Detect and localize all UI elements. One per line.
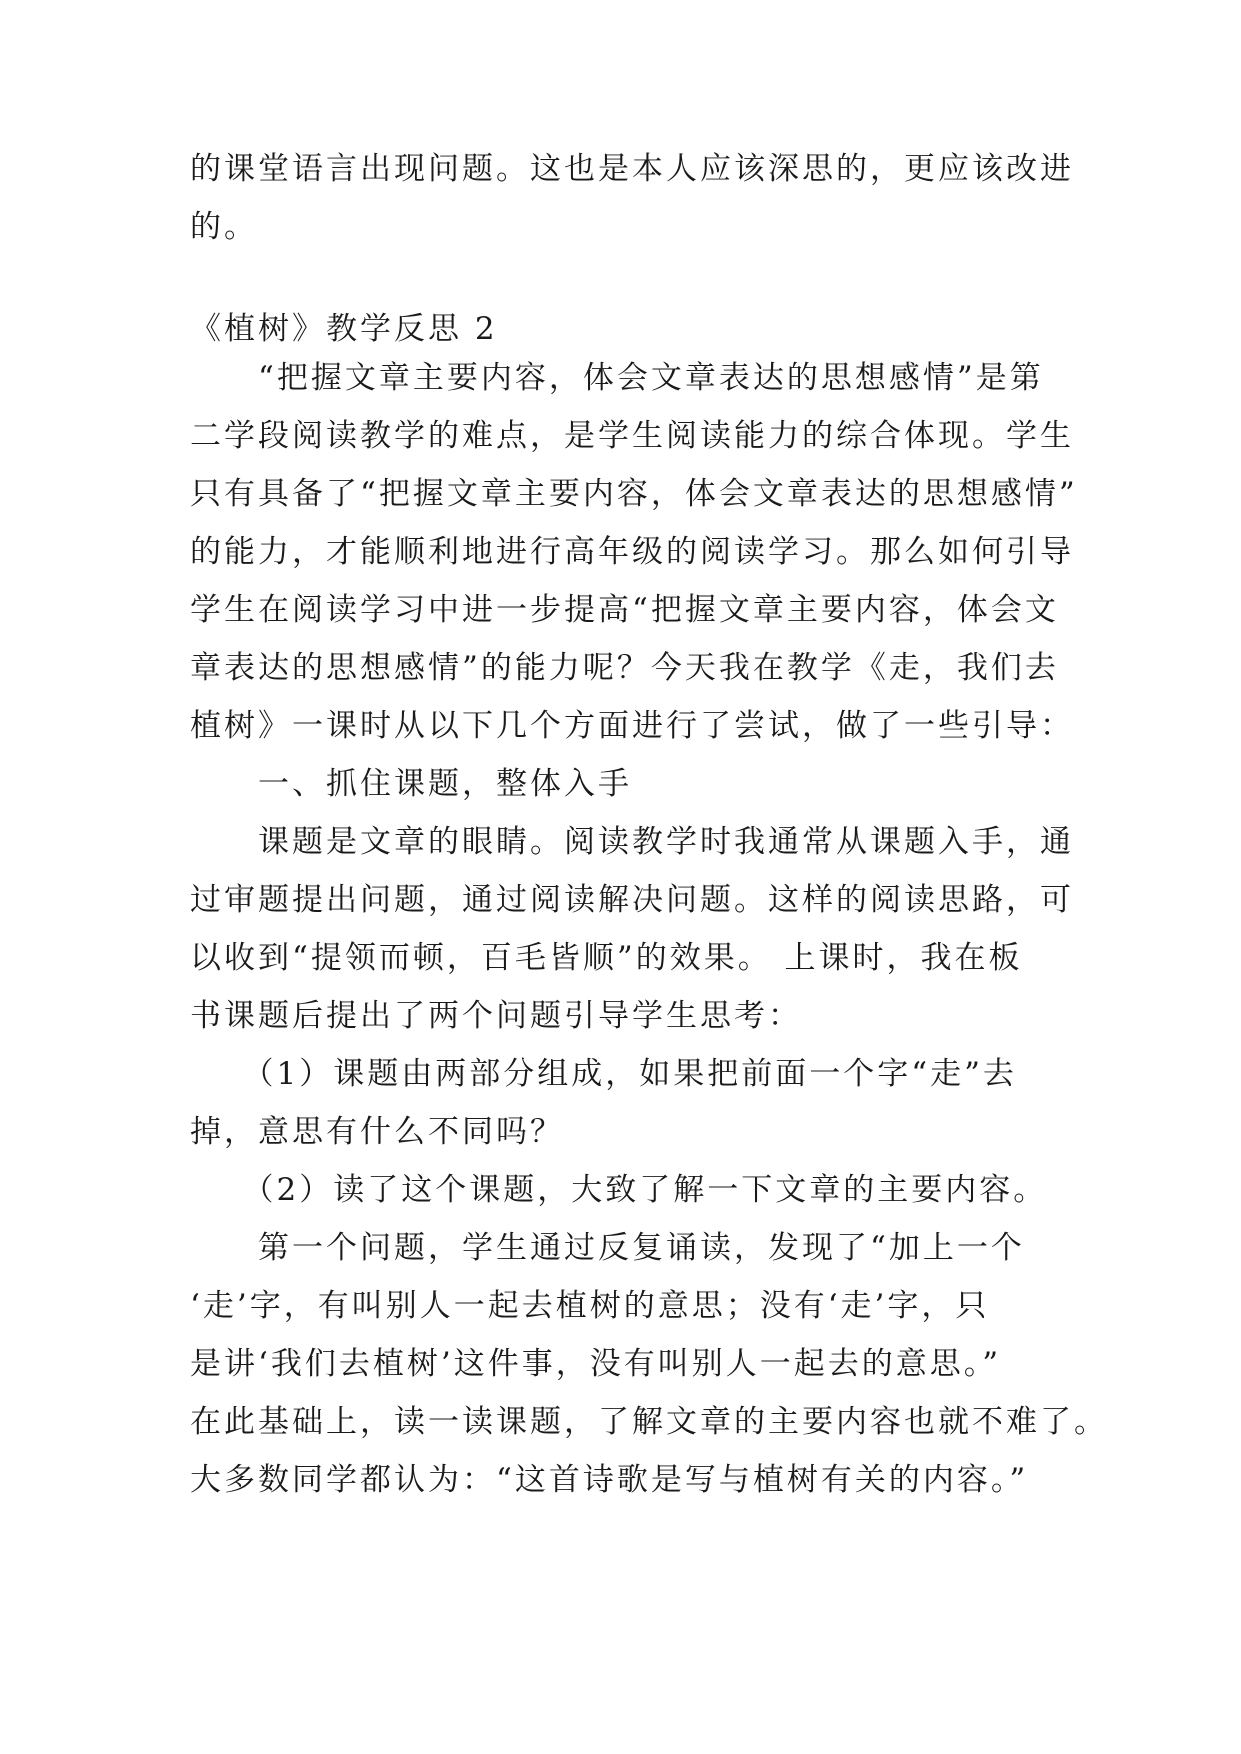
text-line: 课题是文章的眼睛。阅读教学时我通常从课题入手，通 [190, 824, 1074, 860]
text-line: 第一个问题，学生通过反复诵读，发现了“加上一个 [190, 1230, 1025, 1266]
text-line: 的能力，才能顺利地进行高年级的阅读学习。那么如何引导 [190, 534, 1074, 570]
text-line: 大多数同学都认为：“这首诗歌是写与植树有关的内容。” [190, 1462, 1029, 1498]
text-line: ‘走’字，有叫别人一起去植树的意思；没有‘走’字，只 [190, 1288, 990, 1324]
text-line: 书课题后提出了两个问题引导学生思考： [190, 998, 802, 1034]
section-title: 《植树》教学反思 2 [190, 311, 498, 347]
text-line: 只有具备了“把握文章主要内容，体会文章表达的思想感情” [190, 476, 1078, 512]
continuation-paragraph [190, 140, 1074, 256]
text-line: 植树》一课时从以下几个方面进行了尝试，做了一些引导： [190, 708, 1074, 744]
text-line: 二学段阅读教学的难点，是学生阅读能力的综合体现。学生 [190, 418, 1074, 454]
question-line: （2）读了这个课题，大致了解一下文章的主要内容。 [190, 1172, 1048, 1208]
text-line: 过审题提出问题，通过阅读解决问题。这样的阅读思路，可 [190, 882, 1074, 918]
text-line: 的课堂语言出现问题。这也是本人应该深思的，更应该改进 [190, 151, 1074, 187]
question-line: （1）课题由两部分组成，如果把前面一个字“走”去 [190, 1056, 1017, 1092]
text-line: 掉，意思有什么不同吗？ [190, 1114, 564, 1150]
text-line: “把握文章主要内容，体会文章表达的思想感情”是第 [190, 360, 1044, 396]
text-line: 在此基础上，读一读课题，了解文章的主要内容也就不难了。 [190, 1404, 1108, 1440]
text-line: 的。 [190, 209, 258, 245]
text-line: 学生在阅读学习中进一步提高“把握文章主要内容，体会文 [190, 592, 1059, 628]
text-line: 是讲‘我们去植树’这件事，没有叫别人一起去的意思。” [190, 1346, 1002, 1382]
text-line: 以收到“提领而顿，百毛皆顺”的效果。 上课时，我在板 [190, 940, 1023, 976]
text-line: 章表达的思想感情”的能力呢？今天我在教学《走，我们去 [190, 650, 1059, 686]
subheading: 一、抓住课题，整体入手 [190, 766, 632, 802]
body-text [190, 349, 1108, 1509]
